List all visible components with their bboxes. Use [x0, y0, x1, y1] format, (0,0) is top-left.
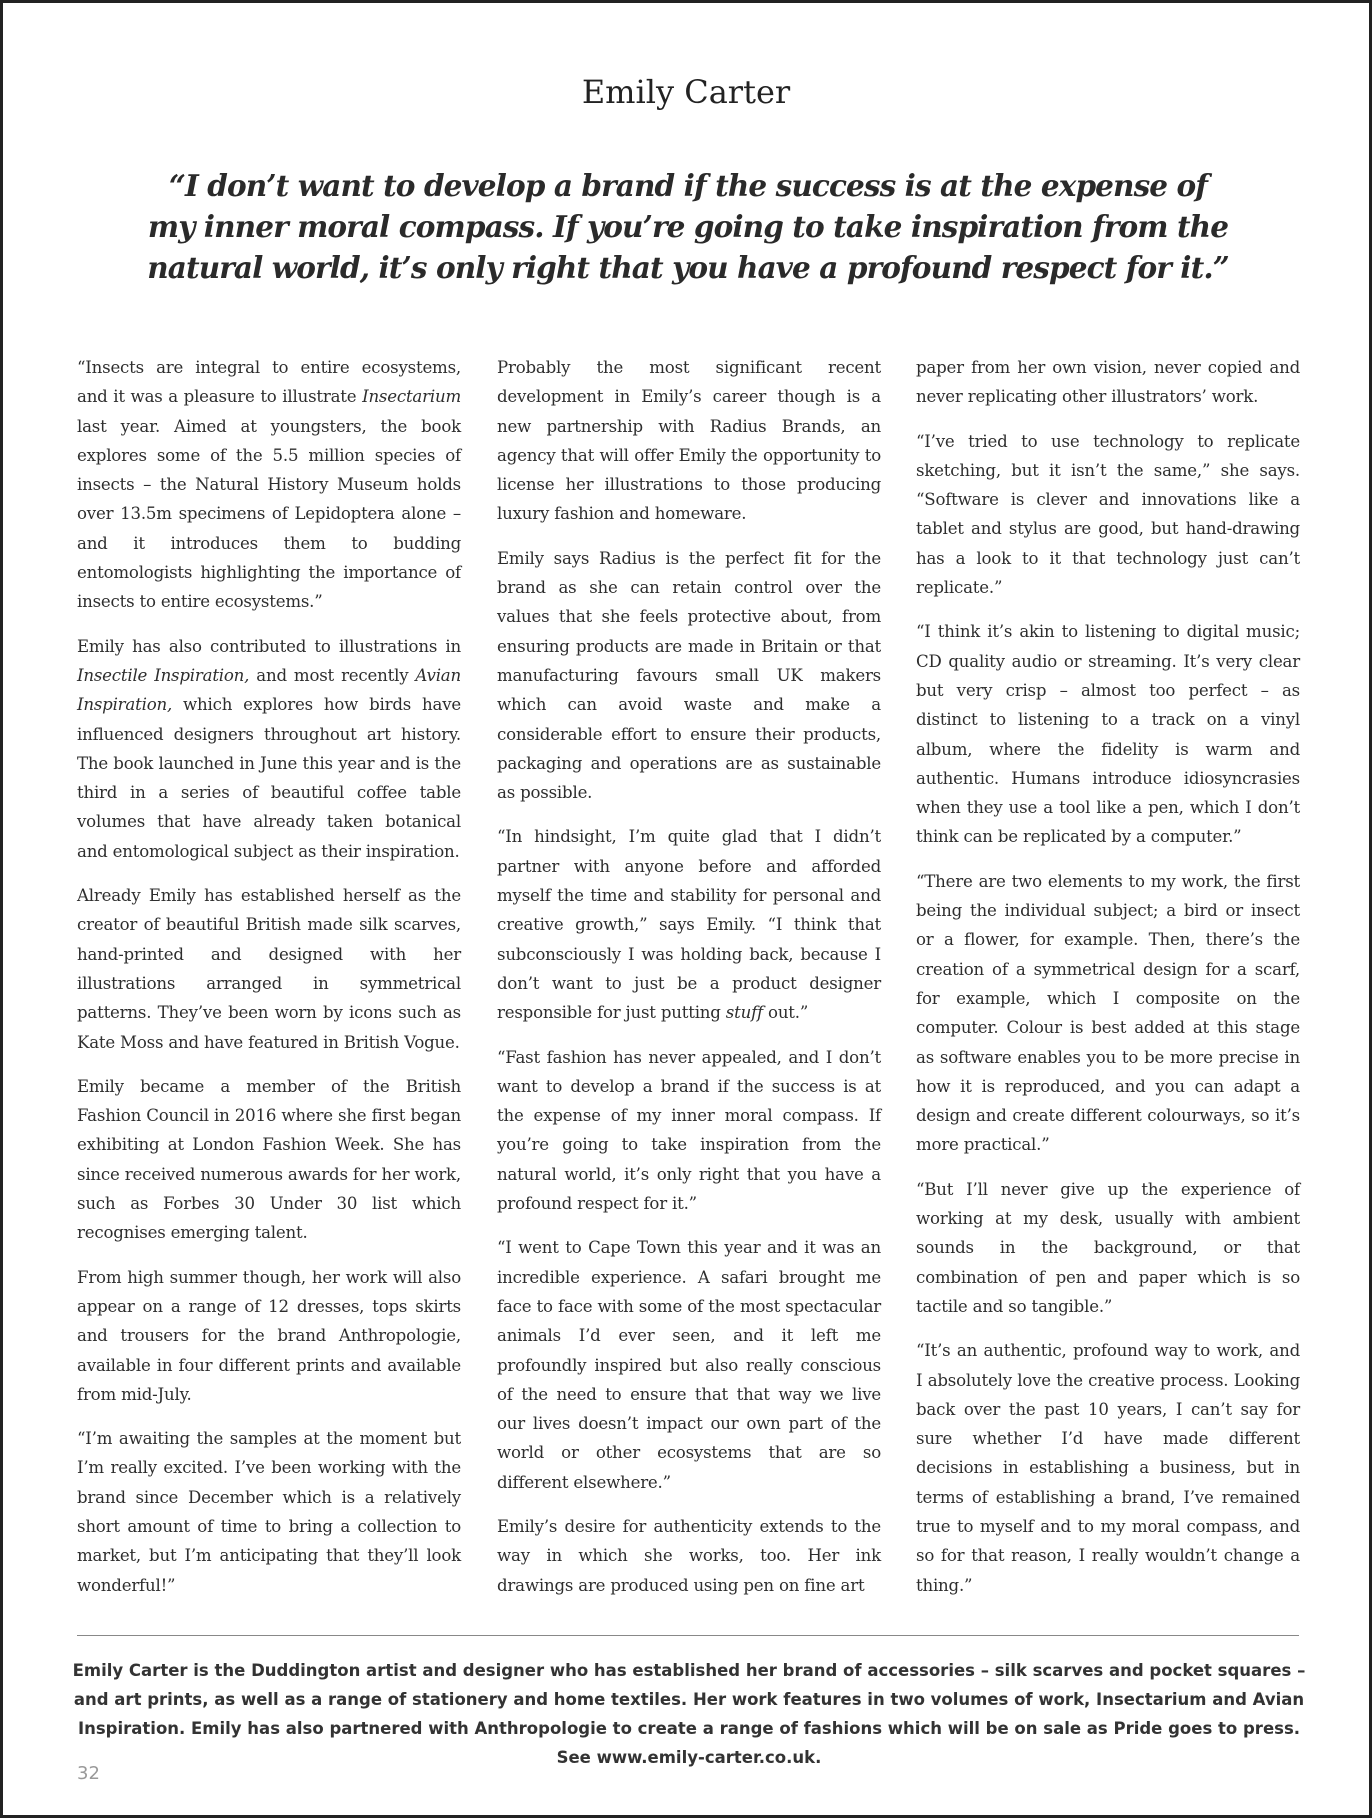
- paragraph-text: “I’ve tried to use technology to replicate sketching, but it isn’t the same,” she says. “Software is clever and innovations like a tablet and stylus are good, but hand-drawing has a look to it that technology just can’t replicate.”: [916, 431, 1300, 598]
- paragraph-text: “I think it’s akin to listening to digital music; CD quality audio or streaming. It’s very clear but very crisp – almost too perfect – as distinct to listening to a track on a vinyl album, where the fidelity is warm and authentic. Humans introduce idiosyncrasies when they use a tool like a pen, which I don’t think can be replicated by a computer.”: [916, 622, 1300, 847]
- article-paragraph: [916, 353, 1300, 412]
- article-paragraph: [916, 427, 1300, 603]
- article-paragraph: [497, 1233, 881, 1497]
- article-paragraph: [77, 1263, 461, 1409]
- article-paragraph: [916, 867, 1300, 1160]
- article-paragraph: [77, 1072, 461, 1248]
- paragraph-text: “I’m awaiting the samples at the moment but I’m really excited. I’ve been working with the brand since December which is a relatively short amount of time to bring a collection to market, but I’m anticipating that they’ll look wonderful!”: [77, 1429, 461, 1595]
- italic-title-text: Insectile Inspiration,: [77, 665, 250, 685]
- paragraph-text: which explores how birds have influenced designers throughout art history. The book launched in June this year and is the third in a series of beautiful coffee table volumes that have already taken botanical and entomological subject as their inspiration.: [77, 695, 461, 861]
- section-divider: [77, 1635, 1299, 1636]
- article-paragraph: [916, 1336, 1300, 1600]
- article-column-3: [916, 353, 1300, 1615]
- paragraph-text: “I went to Cape Town this year and it was an incredible experience. A safari brought me face to face with some of the most spectacular animals I’d ever seen, and it left me profoundly inspired but also really conscious of the need to ensure that that way we live our lives doesn’t impact our own part of the world or other ecosystems that are so different elsewhere.”: [497, 1238, 881, 1492]
- article-paragraph: [497, 1043, 881, 1219]
- italic-title-text: Insectarium: [362, 387, 461, 407]
- paragraph-text: “But I’ll never give up the experience of working at my desk, usually with ambient sounds in the background, or that combination of pen and paper which is so tactile and so tangible.”: [916, 1179, 1300, 1316]
- paragraph-text: From high summer though, her work will also appear on a range of 12 dresses, tops skirts and trousers for the brand Anthropologie, available in four different prints and available from mid-July.: [77, 1267, 461, 1404]
- italic-title-text: stuff: [725, 1003, 763, 1023]
- paragraph-text: Emily has also contributed to illustrations in: [77, 636, 461, 656]
- paragraph-text: “Fast fashion has never appealed, and I don’t want to develop a brand if the success is at the expense of my inner moral compass. If you’re going to take inspiration from the natural world, it’s only right that you have a profound respect for it.”: [497, 1047, 881, 1214]
- article-paragraph: [497, 544, 881, 808]
- article-paragraph: [497, 1512, 881, 1600]
- paragraph-text: Probably the most significant recent development in Emily’s career though is a new partnership with Radius Brands, an agency that will offer Emily the opportunity to license her illustrations to those producing luxury fashion and homeware.: [497, 358, 881, 524]
- paragraph-text: last year. Aimed at youngsters, the book explores some of the 5.5 million species of insects – the Natural History Museum holds over 13.5m specimens of Lepidoptera alone – and it introduces them to budding entomologists highlighting the importance of insects to entire ecosystems.”: [77, 416, 461, 612]
- paragraph-text: Already Emily has established herself as the creator of beautiful British made silk scarves, hand-printed and designed with her illustrations arranged in symmetrical patterns. They’ve been worn by icons such as Kate Moss and have featured in British Vogue.: [77, 886, 461, 1052]
- article-paragraph: [77, 1424, 461, 1600]
- article-column-2: [497, 353, 881, 1615]
- paragraph-text: “In hindsight, I’m quite glad that I didn’t partner with anyone before and afforded myself the time and stability for personal and creative growth,” says Emily. “I think that subconsciously I was holding back, because I don’t want to just be a product designer responsible for just putting: [497, 827, 881, 1023]
- page-number: 32: [77, 1763, 100, 1784]
- article-paragraph: [77, 353, 461, 617]
- paragraph-text: out.”: [762, 1003, 809, 1023]
- article-title: Emily Carter: [581, 73, 791, 111]
- author-bio: Emily Carter is the Duddington artist and designer who has established her brand of accessories – silk scarves and pocket squares – and art prints, as well as a range of stationery and home textiles. Her work features in two volumes of work, Insectarium and Avian Inspiration. Emily has also partnered with Anthropologie to create a range of fashions which will be on sale as Pride goes to press. See www.emily-carter.co.uk.: [72, 1661, 1306, 1767]
- paragraph-text: Emily became a member of the British Fashion Council in 2016 where she first began exhibiting at London Fashion Week. She has since received numerous awards for her work, such as Forbes 30 Under 30 list which recognises emerging talent.: [77, 1076, 461, 1243]
- pull-quote: “I don’t want to develop a brand if the success is at the expense of my inner moral compass. If you’re going to take inspiration from the natural world, it’s only right that you have a profound respect for it.”: [147, 168, 1229, 285]
- paragraph-text: Emily says Radius is the perfect fit for the brand as she can retain control over the values that she feels protective about, from ensuring products are made in Britain or that manufacturing favours small UK makers which can avoid waste and make a considerable effort to ensure their products, packaging and operations are as sustainable as possible.: [497, 548, 881, 803]
- italic-title-text: Avian Inspiration,: [77, 665, 461, 715]
- paragraph-text: Emily’s desire for authenticity extends to the way in which she works, too. Her ink drawings are produced using pen on fine art: [497, 1516, 881, 1595]
- paragraph-text: and most recently: [249, 665, 416, 685]
- article-column-1: [77, 353, 461, 1615]
- paragraph-text: paper from her own vision, never copied and never replicating other illustrators’ work.: [916, 358, 1300, 407]
- paragraph-text: “Insects are integral to entire ecosystems, and it was a pleasure to illustrate: [77, 358, 461, 407]
- paragraph-text: “It’s an authentic, profound way to work, and I absolutely love the creative process. Looking back over the past 10 years, I can’t say for sure whether I’d have made different decisions in establishing a business, but in terms of establishing a brand, I’ve remained true to myself and to my moral compass, and so for that reason, I really wouldn’t change a thing.”: [916, 1341, 1300, 1595]
- article-paragraph: [497, 822, 881, 1027]
- article-paragraph: [77, 881, 461, 1057]
- article-paragraph: [916, 1175, 1300, 1321]
- article-paragraph: [916, 617, 1300, 851]
- paragraph-text: “There are two elements to my work, the first being the individual subject; a bird or insect or a flower, for example. Then, there’s the creation of a symmetrical design for a scarf, for example, which I composite on the computer. Colour is best added at this stage as software enables you to be more precise in how it is reproduced, and you can adapt a design and create different colourways, so it’s more practical.”: [916, 871, 1300, 1155]
- article-paragraph: [497, 353, 881, 529]
- article-paragraph: [77, 632, 461, 866]
